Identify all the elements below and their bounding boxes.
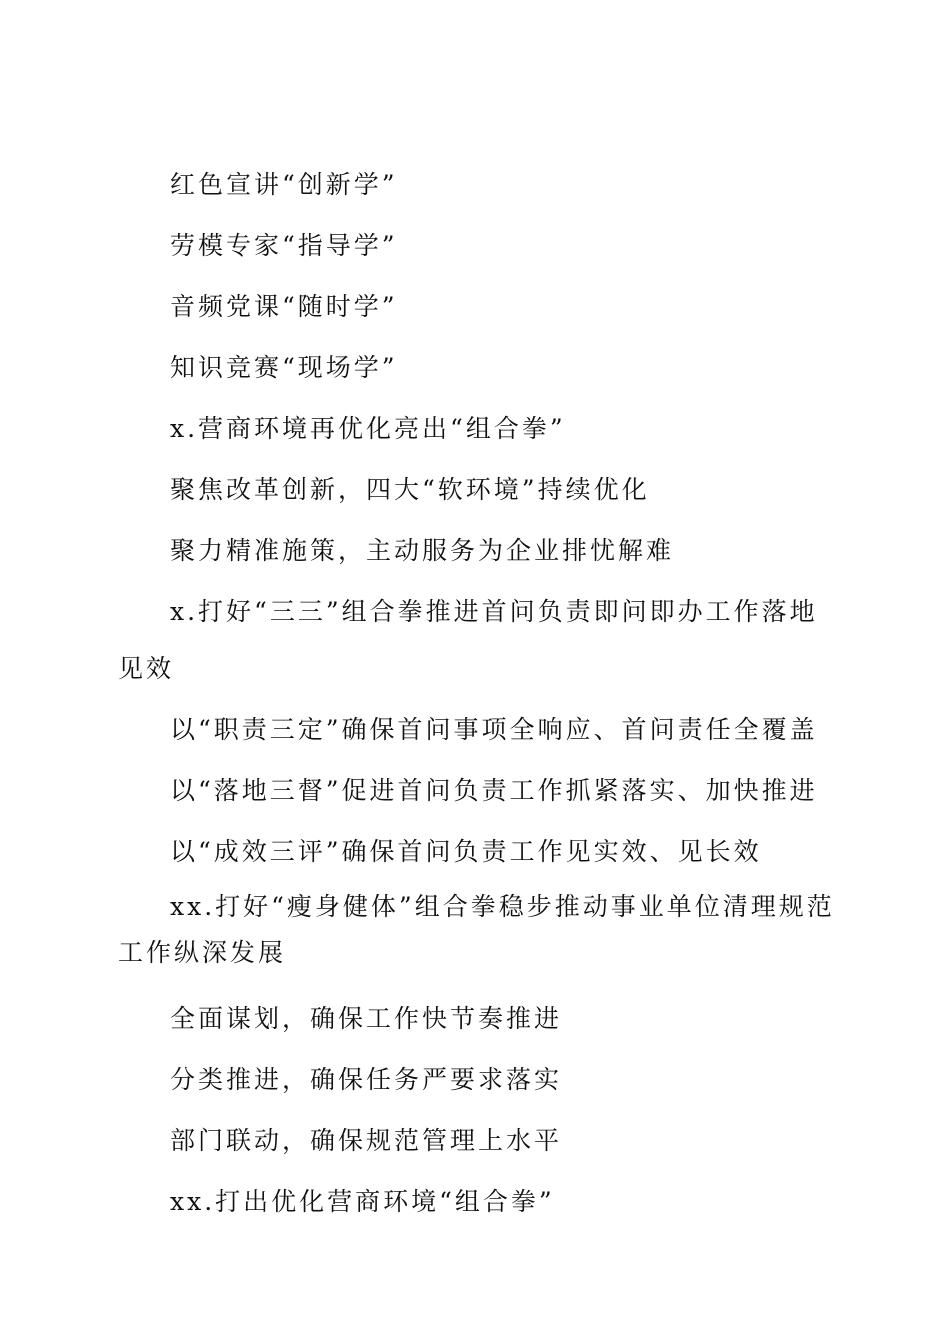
- paragraph-10: 以“落地三督”促进首问负责工作抓紧落实、加快推进: [170, 776, 818, 805]
- section-heading-first-inquiry: x.打好“三三”组合拳推进首问负责即问即办工作落地见效: [118, 597, 818, 683]
- paragraph-4: 知识竞赛“现场学”: [170, 353, 398, 382]
- section-heading-business-environment: x.营商环境再优化亮出“组合拳”: [170, 414, 566, 443]
- section-heading-institution-reform: xx.打好“瘦身健体”组合拳稳步推动事业单位清理规范工作纵深发展: [118, 892, 835, 967]
- paragraph-14: 分类推进，确保任务严要求落实: [170, 1065, 563, 1094]
- paragraph-2: 劳模专家“指导学”: [170, 231, 398, 260]
- paragraph-13: 全面谋划，确保工作快节奏推进: [170, 1004, 563, 1033]
- paragraph-11: 以“成效三评”确保首问负责工作见实效、见长效: [170, 837, 762, 866]
- paragraph-6: 聚焦改革创新，四大“软环境”持续优化: [170, 475, 650, 504]
- paragraph-7: 聚力精准施策，主动服务为企业排忧解难: [170, 536, 675, 565]
- paragraph-3: 音频党课“随时学”: [170, 292, 398, 321]
- paragraph-1: 红色宣讲“创新学”: [170, 170, 398, 199]
- section-heading-optimize-business: xx.打出优化营商环境“组合拳”: [170, 1187, 555, 1216]
- paragraph-9: 以“职责三定”确保首问事项全响应、首问责任全覆盖: [170, 715, 818, 744]
- paragraph-15: 部门联动，确保规范管理上水平: [170, 1126, 563, 1155]
- document-body: [118, 156, 838, 1234]
